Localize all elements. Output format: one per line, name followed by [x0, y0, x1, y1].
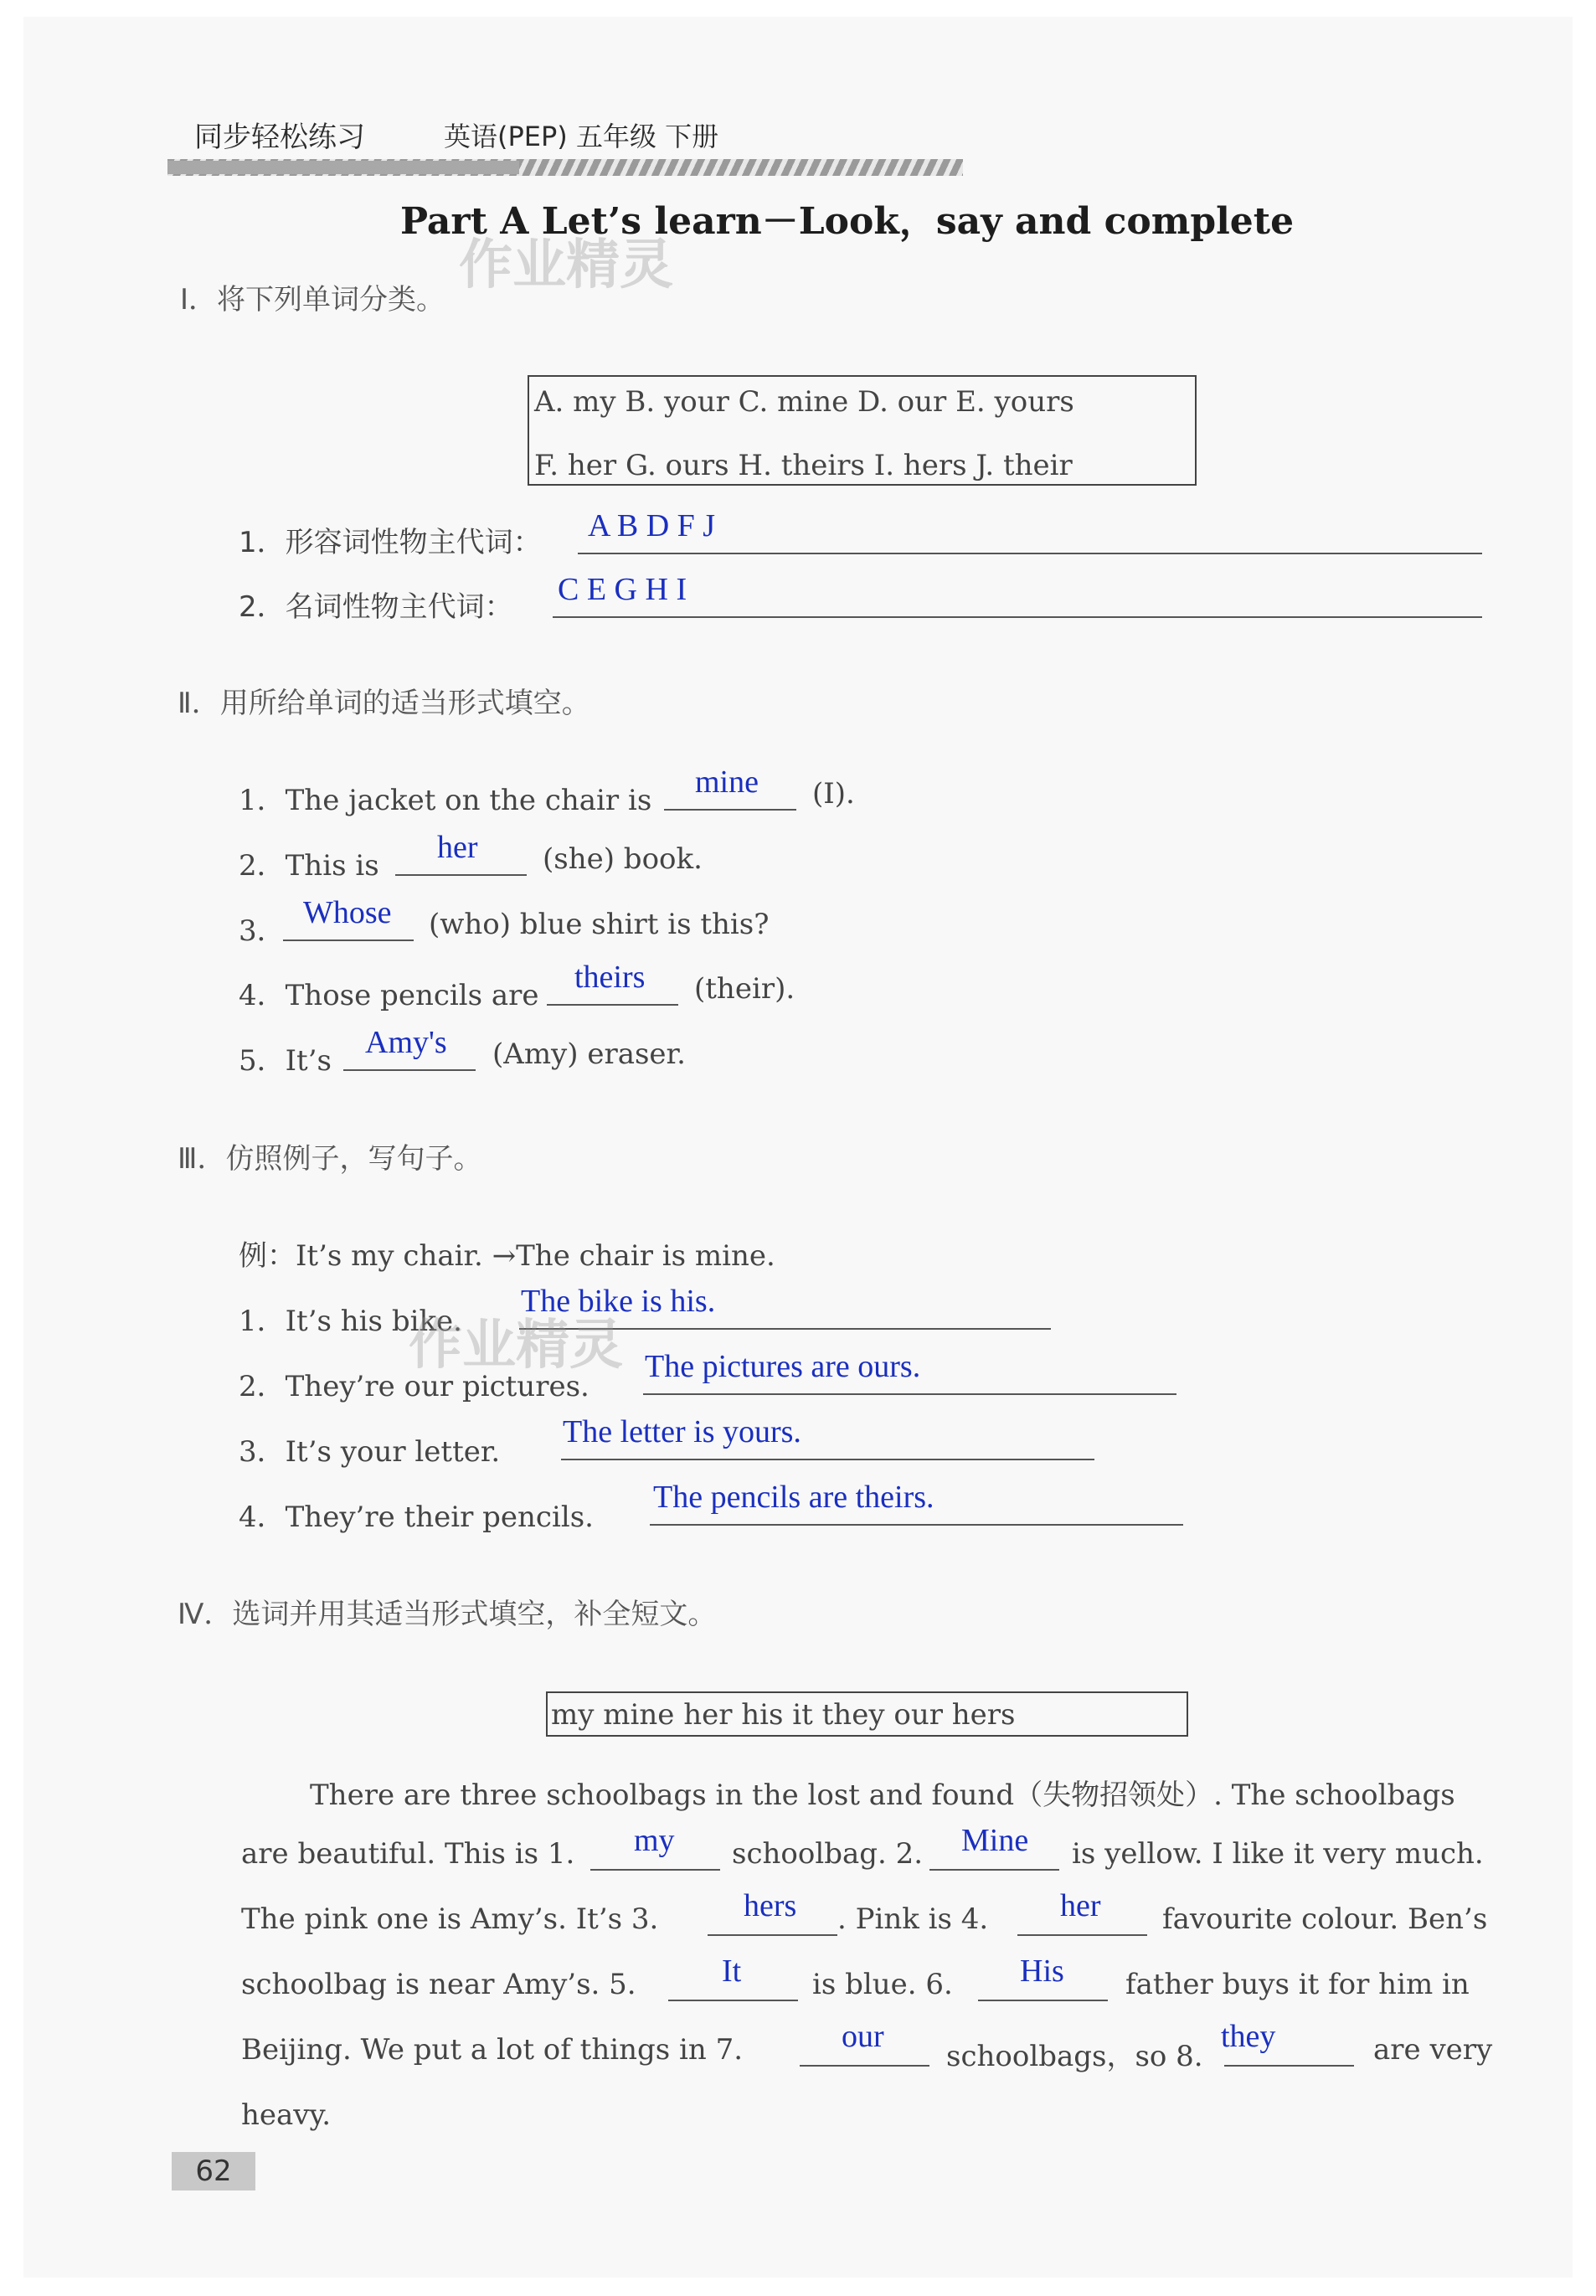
section2-item3-post: (who) blue shirt is this?: [429, 908, 770, 941]
section2-item1-pre: 1．The jacket on the chair is: [239, 784, 652, 817]
blank2-answer[interactable]: Mine: [961, 1823, 1029, 1858]
section2-item2-post: (she) book.: [543, 842, 703, 876]
passage-line2a: are beautiful. This is 1.: [241, 1837, 575, 1871]
blank4-answer[interactable]: her: [1060, 1888, 1101, 1923]
section3-item2-answer[interactable]: The pictures are ours.: [645, 1349, 921, 1384]
word-box-2: [546, 1691, 1188, 1737]
section3-item4-pre: 4．They’re their pencils.: [239, 1501, 594, 1534]
section2-item4-post: (their).: [694, 972, 795, 1006]
answer-line: [643, 1393, 1176, 1395]
section2-item5-answer[interactable]: Amy's: [365, 1025, 447, 1060]
answer-line: [1017, 1934, 1147, 1936]
section3-item4-answer[interactable]: The pencils are theirs.: [653, 1480, 934, 1515]
answer-line: [1224, 2065, 1354, 2067]
passage-line3a: The pink one is Amy’s. It’s 3.: [241, 1902, 659, 1936]
section1-item2-answer[interactable]: C E G H I: [558, 572, 687, 607]
page-number: 62: [172, 2152, 255, 2190]
section2-item2-pre: 2．This is: [239, 849, 379, 883]
passage-line3c: favourite colour. Ben’s: [1162, 1902, 1488, 1936]
answer-line: [800, 2065, 929, 2067]
answer-line: [395, 874, 527, 876]
passage-line1: There are three schoolbags in the lost and found（失物招领处）. The schoolbags: [310, 1779, 1455, 1812]
answer-line: [553, 616, 1482, 618]
section2-item1-answer[interactable]: mine: [695, 764, 759, 800]
word-box-1-row2: F. her G. ours H. theirs I. hers J. their: [534, 449, 1073, 482]
section2-item3-pre: 3．: [239, 914, 286, 948]
blank3-answer[interactable]: hers: [744, 1888, 797, 1923]
blank1-answer[interactable]: my: [634, 1823, 675, 1858]
answer-line: [547, 1004, 678, 1006]
book-title: 英语(PEP) 五年级 下册: [444, 121, 719, 152]
answer-line: [578, 553, 1482, 554]
passage-line4a: schoolbag is near Amy’s. 5.: [241, 1968, 636, 2001]
passage-line3b: . Pink is 4.: [837, 1902, 989, 1936]
blank6-answer[interactable]: His: [1020, 1954, 1064, 1989]
answer-line: [978, 2000, 1108, 2001]
word-box-2-words: my mine her his it they our hers: [551, 1698, 1016, 1732]
answer-line: [343, 1069, 476, 1071]
section2-heading: Ⅱ．用所给单词的适当形式填空。: [178, 687, 590, 720]
section3-example: 例：It’s my chair. →The chair is mine.: [239, 1239, 775, 1273]
passage-line4b: is blue. 6.: [812, 1968, 953, 2001]
section4-heading: Ⅳ．选词并用其适当形式填空，补全短文。: [178, 1598, 717, 1631]
watermark-top: 作业精灵: [459, 234, 673, 296]
blank5-answer[interactable]: It: [722, 1954, 742, 1989]
section2-item3-answer[interactable]: Whose: [303, 895, 392, 930]
section1-item1-answer[interactable]: A B D F J: [588, 508, 716, 543]
section3-heading: Ⅲ．仿照例子，写句子。: [178, 1142, 482, 1176]
section3-item3-answer[interactable]: The letter is yours.: [563, 1414, 801, 1449]
passage-line2b: schoolbag. 2.: [732, 1837, 924, 1871]
answer-line: [650, 1524, 1183, 1526]
section1-item2-label: 2．名词性物主代词：: [239, 590, 513, 624]
section3-item1-pre: 1．It’s his bike.: [239, 1305, 462, 1338]
passage-line5b: schoolbags，so 8.: [946, 2040, 1203, 2073]
passage-line4c: father buys it for him in: [1125, 1968, 1470, 2001]
series-title: 同步轻松练习: [194, 121, 365, 154]
passage-line6: heavy.: [241, 2098, 331, 2132]
blank7-answer[interactable]: our: [842, 2019, 884, 2054]
section2-item2-answer[interactable]: her: [437, 830, 478, 865]
section3-item1-answer[interactable]: The bike is his.: [521, 1284, 716, 1319]
word-box-1-row1: A. my B. your C. mine D. our E. yours: [534, 385, 1074, 419]
answer-line: [590, 1869, 720, 1871]
answer-line: [668, 2000, 798, 2001]
word-box-1: [528, 375, 1197, 486]
section3-item2-pre: 2．They’re our pictures.: [239, 1370, 589, 1403]
section1-item1-label: 1．形容词性物主代词：: [239, 526, 542, 559]
section1-heading: Ⅰ．将下列单词分类。: [180, 283, 445, 317]
answer-line: [561, 1459, 1094, 1460]
page-title: Part A Let’s learn－Look，say and complete: [400, 200, 1295, 243]
answer-line: [664, 809, 796, 811]
section3-item3-pre: 3．It’s your letter.: [239, 1435, 501, 1469]
passage-line2c: is yellow. I like it very much.: [1072, 1837, 1484, 1871]
section2-item1-post: (I).: [812, 777, 855, 811]
passage-line5c: are very: [1373, 2033, 1493, 2067]
answer-line: [929, 1869, 1059, 1871]
section2-item4-pre: 4．Those pencils are: [239, 979, 539, 1012]
answer-line: [708, 1934, 837, 1936]
blank8-answer[interactable]: they: [1221, 2019, 1276, 2054]
answer-line: [283, 940, 414, 941]
passage-line5a: Beijing. We put a lot of things in 7.: [241, 2033, 744, 2067]
watermark-middle: 作业精灵: [409, 1315, 623, 1377]
section2-item5-pre: 5．It’s: [239, 1044, 332, 1078]
section2-item4-answer[interactable]: theirs: [574, 960, 646, 995]
section2-item5-post: (Amy) eraser.: [492, 1037, 686, 1071]
header-divider-solid: [167, 161, 519, 174]
